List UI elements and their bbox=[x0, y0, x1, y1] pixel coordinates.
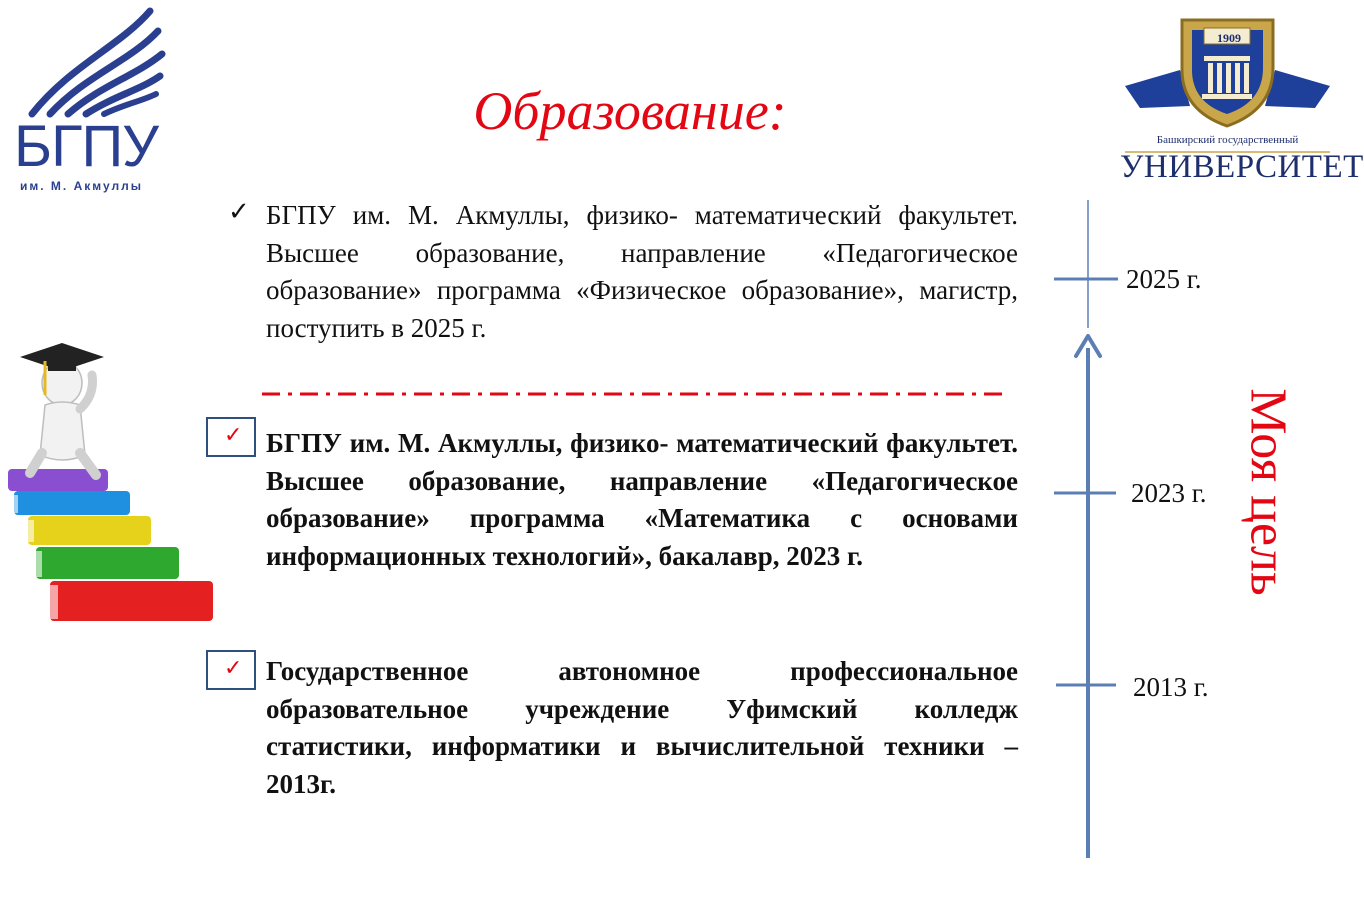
timeline-year-label: 2013 г. bbox=[1133, 672, 1209, 702]
dashed-divider bbox=[262, 388, 1007, 400]
slide-title: Образование: bbox=[473, 81, 787, 141]
graduate-on-books-illustration bbox=[0, 335, 220, 635]
logo-right-caption: Башкирский государственный bbox=[1156, 134, 1299, 146]
checkbox-checked bbox=[206, 650, 256, 690]
timeline-year-label: 2025 г. bbox=[1126, 264, 1202, 294]
education-entry-bachelor: БГПУ им. М. Акмуллы, физико- математический факультет. Высшее образование, направление «Педагогическое образование» программа «Математика с основами информационных технологий», бакалавр, 2023 г. bbox=[266, 428, 1018, 571]
checkmark-icon: ✓ bbox=[224, 656, 243, 681]
logo-right-name: УНИВЕРСИТЕТ bbox=[1120, 149, 1364, 185]
timeline-axis bbox=[1050, 200, 1150, 865]
logo-left-name: БГПУ bbox=[14, 114, 159, 179]
checkbox-checked bbox=[206, 417, 256, 457]
logo-left-subtitle: им. М. Акмуллы bbox=[20, 179, 143, 193]
goal-label-container bbox=[1188, 362, 1348, 622]
checkmark-icon: ✓ bbox=[228, 197, 250, 227]
goal-label: Моя цель bbox=[1239, 388, 1297, 596]
checkmark-icon: ✓ bbox=[224, 423, 243, 448]
education-entry-college: Государственное автономное профессиональное образовательное учреждение Уфимский колледж статистики, информатики и вычислительной техники – 2013г. bbox=[266, 656, 1018, 799]
education-entry-masters: БГПУ им. М. Акмуллы, физико- математический факультет. Высшее образование, направление «Педагогическое образование» программа «Физическое образование», магистр, поступить в 2025 г. bbox=[266, 200, 1018, 343]
timeline-year-label: 2023 г. bbox=[1131, 478, 1207, 508]
logo-year: 1909 bbox=[1217, 31, 1241, 45]
